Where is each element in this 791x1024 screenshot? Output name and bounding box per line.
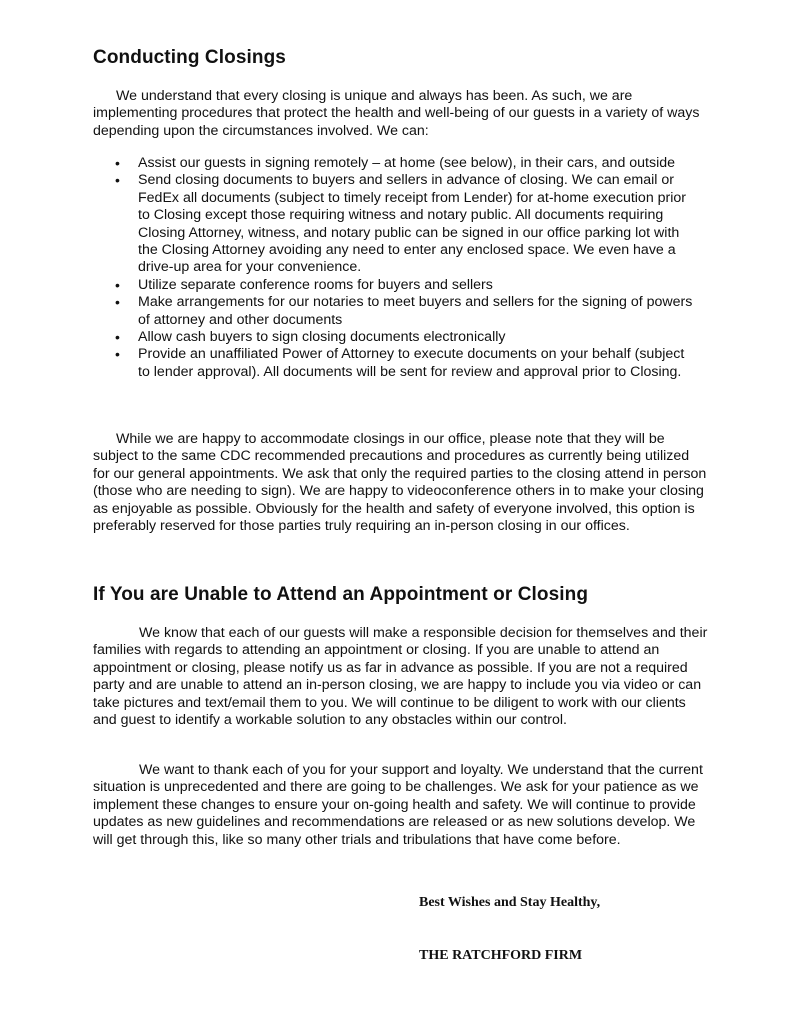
intro-paragraph: We understand that every closing is unique and always has been. As such, we are implementing procedures that protect the health and well-being of our guests in a variety of ways depending upon the circumstances involved. We can: [93, 88, 700, 139]
bullet-icon: • [115, 294, 120, 311]
list-item-text: Allow cash buyers to sign closing documents electronically [138, 329, 506, 346]
office-closings-paragraph: While we are happy to accommodate closings in our office, please note that they will be subject to the same CDC recommended precautions and procedures as currently being utilized for our general appointments. We ask that only the required parties to the closing attend in person (those who are needing to sign). We are happy to videoconference others in to make your closing as enjoyable as possible. Obviously for the health and safety of everyone involved, this option is preferably reserved for those parties truly requiring an in-person closing in our offices. [93, 431, 707, 535]
thanks-paragraph: We want to thank each of you for your support and loyalty. We understand that the current situation is unprecedented and there are going to be challenges. We ask for your patience as we implement these changes to ensure your on-going health and safety. We will continue to provide updates as new guidelines and recommendations are released or as new solutions develop. We will get through this, like so many other trials and tribulations that have come before. [93, 762, 703, 848]
list-item [93, 329, 698, 346]
section-heading-conducting-closings: Conducting Closings [93, 47, 286, 68]
firm-signature: THE RATCHFORD FIRM [419, 948, 583, 963]
list-item-text: Make arrangements for our notaries to meet buyers and sellers for the signing of powers of attorney and other documents [138, 294, 693, 328]
list-item [93, 294, 698, 329]
closing-salutation: Best Wishes and Stay Healthy, [419, 895, 601, 910]
list-item-text: Assist our guests in signing remotely – at home (see below), in their cars, and outside [138, 155, 676, 171]
bullet-icon: • [115, 346, 120, 363]
list-item [93, 155, 698, 172]
list-item-text: Utilize separate conference rooms for buyers and sellers [138, 276, 493, 293]
list-item [93, 277, 698, 294]
section-heading-unable-to-attend: If You are Unable to Attend an Appointment or Closing [93, 584, 589, 605]
list-item-text: Send closing documents to buyers and sellers in advance of closing. We can email or FedEx all documents (subject to timely receipt from Lender) for at-home execution prior to Closing except those requiring witness and notary public. All documents requiring Closing Attorney, witness, and notary public can be signed in our office parking lot with the Closing Attorney avoiding any need to enter any enclosed space. We even have a drive-up area for your convenience. [138, 172, 687, 276]
bullet-icon: • [115, 172, 120, 189]
list-item [93, 346, 698, 381]
list-item-text: Provide an unaffiliated Power of Attorney to execute documents on your behalf (subject to lender approval). All documents will be sent for review and approval prior to Closing. [138, 346, 685, 380]
closing-options-list [93, 155, 713, 381]
bullet-icon: • [115, 155, 120, 171]
bullet-icon: • [115, 329, 120, 346]
unable-paragraph: We know that each of our guests will make a responsible decision for themselves and their families with regards to attending an appointment or closing. If you are unable to attend an appointment or closing, please notify us as far in advance as possible. If you are not a required party and are unable to attend an in-person closing, we are happy to include you via video or can take pictures and text/email them to you. We will continue to be diligent to work with our clients and guest to identify a workable solution to any obstacles within our control. [93, 625, 708, 729]
list-item [93, 172, 698, 276]
bullet-icon: • [115, 276, 120, 293]
